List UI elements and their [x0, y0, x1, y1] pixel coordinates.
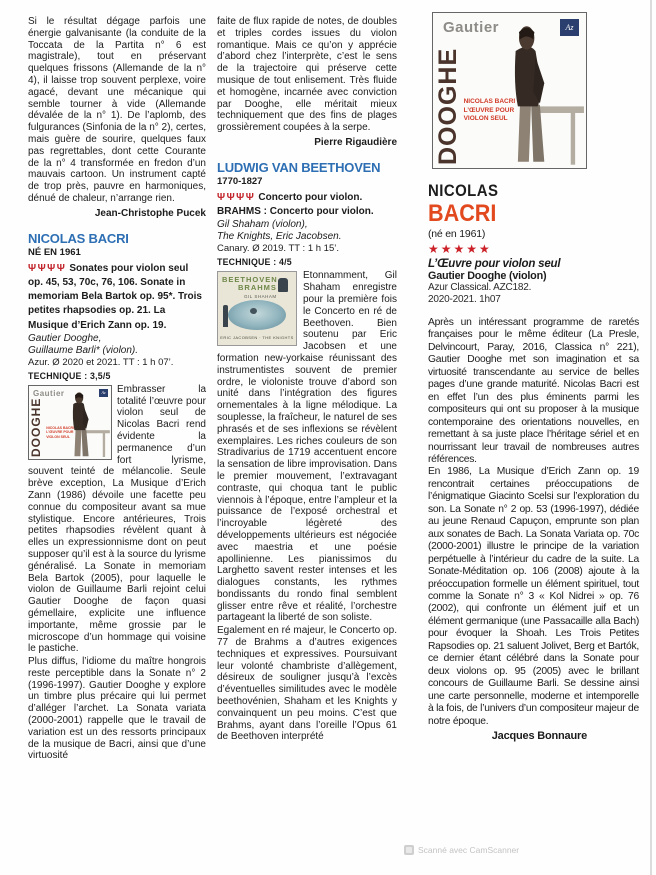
camscanner-icon: [404, 845, 414, 855]
composer-dates: NÉ EN 1961: [28, 246, 81, 258]
work-title: Concerto pour violon.: [258, 191, 363, 203]
work-subtitle: BRAHMS : Concerto pour violon.: [217, 206, 374, 218]
label-line: Canary. Ø 2019. TT : 1 h 15’.: [217, 243, 339, 255]
review-paragraph: Plus diffus, l’idiome du maître hongrois reste perceptible dans la Sonate n° 2 (1996-1997). Gautier Dooghe y explore un timbre plus précaire qui lui permet d’alléger l’archet. La Sonata variata (2000-2001) rappelle que le travail de variation est un des ressorts principaux de la musique de Bacri, ainsi que d’une virtuosité: [28, 656, 206, 762]
technique-rating: TECHNIQUE : 3,5/5: [28, 370, 111, 381]
review-paragraph: Embrasser la totalité l’œuvre pour violon seul de Nicolas Bacri rend évidente la permanence d’un fort lyrisme, souvent teinté de mélancolie. Seule brève exception, La Musique d’Erich Zann (1986) dévoile une facette peu connue du compositeur avant sa mue stylistique. Encore antérieures, Trois petites rhapsodies révèlent quant à elles un expressionnisme dont on peut supposer qu’il est à la source du lyrisme généralisé. La Sonate in memoriam Bela Bartok (2005), pour laquelle le violon de Guillaume Barli rejoint celui Gautier Dooghe de façon quasi gémellaire, explicite une influence importante, même grossie par le microscope d’un hommage qui voisine le pastiche.: [28, 383, 206, 655]
performer-line: Gautier Dooghe,: [28, 332, 102, 344]
cover-credits: ERIC JACOBSEN · THE KNIGHTS: [220, 334, 294, 340]
composer-first-name: NICOLAS: [428, 181, 499, 200]
composer-last-name: BACRI: [428, 200, 497, 227]
azur-label-logo: Az: [560, 19, 579, 36]
middle-column: [217, 16, 397, 743]
work-title-line: [28, 261, 206, 332]
label-line: Azur. Ø 2020 et 2021. TT : 1 h 07’.: [28, 356, 174, 368]
performer-line: Guillaume Barli* (violon).: [28, 344, 139, 356]
cover-illustration: [228, 300, 286, 330]
technique-rating: TECHNIQUE : 4/5: [217, 257, 292, 268]
reviewer-byline-bonnaure: Jacques Bonnaure: [491, 729, 587, 742]
cover-title-line: VIOLON SEUL: [46, 435, 70, 439]
review-paragraph: Egalement en ré majeur, le Concerto op. 77 de Brahms a d’autres exigences techniques et expressives. Poursuivant leur volonté chambriste d’allègement, désireux de souligner jusqu’à l’excès d’éventuelles similitudes avec le modèle beethovénien, Shaham et les Knights y convainquent un peu moins. C’est que Brahms, ayant dans l’oreille l’Opus 61 de Beethoven interprété: [217, 625, 397, 743]
dooghe-album-cover-large: [432, 12, 587, 169]
cover-title-line: L’ŒUVRE POUR: [463, 106, 515, 114]
cover-artist-lastname: DOOGHE: [434, 47, 462, 165]
review-paragraph: Etonnamment, Gil Shaham enregistre pour la première fois le Concerto en ré de Beethoven. Bien soutenu par Eric Jacobsen et une formation new-yorkaise réunissant des instrumentistes souvent de premier ordre, le violoniste trouve d’abord son unité dans l’intégration des figures ornementales à la ligne mélodique. La souplesse, la fraîcheur, le naturel de ses phrasés et de ses inflexions se révèlent exemplaires. Les riches couleurs de son Stradivarius de 1719 accentuent encore la sensation de libre improvisation. Dans le premier mouvement, l’extravagant contraste, qui choqua tant le public viennois à l’époque, entre l’ampleur et la puissance de l’exposé orchestral et l’incroyable légèreté des développements ultérieurs est négociée avec maestria et une poésie apollinienne. Les pianissimos du Larghetto savent rester intenses et les dialogues constants, les rythmes bondissants du rondo final semblent glisser entre rêve et réalité, l’orchestre partageant la liberté de son soliste.: [217, 270, 397, 624]
cover-artist-firstname: Gautier: [33, 388, 65, 398]
cover-title-line: L’ŒUVRE POUR: [46, 430, 74, 435]
dooghe-album-cover-thumb: [28, 385, 112, 460]
scan-edge-shadow: [650, 0, 652, 875]
review-continuation-text: Si le résultat dégage parfois une énergie galvanisante (la conduite de la Toccata de la Partita n° 6 est magistrale), tout en préservant quelques frissons (Allemande de la n° 4), il laisse trop souvent perplexe, voire agacé, devant une mécanique qui semble tourner à vide (Allemande dévalée de la n° 1). De l’aplomb, des fulgurances (Sinfonia de la n° 2), certes, mais guère de sourire, quelques faux pas regrettables, dont cette Courante de la n° 4 transformée en fredon d’un mauvais cartoon. Un instrument capté de trop près, pauvre en harmoniques, dénué de chaleur, n’arrange rien.: [28, 16, 206, 204]
performer-line: Gautier Dooghe (violon): [428, 270, 547, 282]
diapason-rating-icon: ΨΨΨΨ: [217, 191, 256, 203]
review-body: [217, 270, 397, 743]
performers: [217, 219, 397, 243]
watermark-text: Scanné avec CamScanner: [418, 845, 520, 855]
work-title: Sonates pour violon seul op. 45, 53, 70c, 76, 106. Sonate in memoriam Bela Bartok op. 95*. Trois petites rhapsodies op. 21. La Musique d’Erich Zann op. 19.: [28, 262, 202, 331]
review-heading-bacri: NICOLAS BACRI: [28, 230, 129, 246]
conductor-figure: [223, 305, 228, 327]
label-line: Azur Classical. AZC182.: [428, 282, 532, 293]
cover-title-line: VIOLON SEUL: [463, 115, 508, 123]
review-heading-beethoven: LUDWIG VAN BEETHOVEN: [217, 159, 381, 175]
review-paragraph: Après un intéressant programme de raretés françaises pour le même éditeur (La Presle, Delvincourt, Paray, 2016, Classica n° 221), Gautier Dooghe met son imagination et sa virtuosité transcendante au service de belles pages d’une grande maturité. Nicolas Bacri est en effet l’un des plus éminents parmi les compositeurs qui ont su proposer à la musique contemporaine des orientations nouvelles, en remettant à sa juste place l’héritage sériel et en nourrissant leur travail de nombreuses autres références.: [428, 317, 639, 465]
diapason-rating-icon: ΨΨΨΨ: [28, 262, 67, 274]
composer-dates: 1770-1827: [217, 175, 263, 187]
cover-work-title: [46, 426, 74, 440]
cover-work-title: [464, 98, 516, 123]
cover-title-line: NICOLAS BACRI: [463, 98, 516, 106]
star-rating: ★★★★★: [428, 242, 492, 256]
camscanner-watermark: [404, 845, 519, 855]
left-column: [28, 16, 206, 762]
cover-artist-lastname: DOOGHE: [29, 397, 43, 457]
cover-title-beethoven: BEETHOVEN: [222, 275, 278, 285]
reviewer-byline-rigaudiere: Pierre Rigaudière: [314, 136, 397, 148]
review-body: [28, 384, 206, 763]
cover-artist-firstname: Gautier: [443, 19, 500, 36]
reviewer-byline-pucek: Jean-Christophe Pucek: [94, 207, 206, 219]
review-body: [428, 317, 639, 728]
performers: [28, 333, 206, 357]
album-title: L’Œuvre pour violon seul: [428, 258, 561, 270]
right-column: [428, 8, 639, 742]
work-title-line: [217, 190, 397, 218]
beethoven-brahms-album-cover: [217, 271, 297, 346]
violinist-photo: [476, 19, 586, 165]
cover-artist-shaham: GIL SHAHAM: [244, 294, 277, 300]
review-paragraph: En 1986, La Musique d’Erich Zann op. 19 rencontrait certaines préoccupations de l’énigmatique Giacinto Scelsi sur l’exploration du son. La Sonate n° 2 op. 53 (1996-1997), dédiée au jeune Renaud Capuçon, emprunte son plan aux sonates de Bach. La Sonata Variata op. 70c (2000-2001) illustre le principe de la variation perpétuelle à l’intérieur du cadre de la suite. La Sonate-Méditation op. 106 (2008) ajoute à la préoccupation formelle un élément spirituel, tout comme la Sonate n° 3 « Kol Nidrei » op. 76 (2002), qui confronte un élément juif et un élément germanique (une Passacaille alla Bach) pour évoquer la Shoah. Les Trois Petites Rapsodies op. 21 saluent Jolivet, Berg et Bartók, ce dernier étant célébré dans la Sonate pour deux violons op. 95 (2005) avec le brillant concours de Guillaume Barli. Se dessine ainsi une carte personnelle, moderne et intemporelle à la fois, de l’univers d’un compositeur majeur de notre époque.: [428, 466, 639, 727]
review-continuation-text: faite de flux rapide de notes, de doubles et triples cordes issues du violon romantique. Mais ce qu’on y apprécie d’abord chez l’interprète, c’est le sens de la trajectoire qui préserve cette musique de tout enlisement. Très fluide et homogène, incarnée avec conviction par Dooghe, elle méritait mieux techniquement que des fins de plages grossièrement coupées à la serpe.: [217, 16, 397, 134]
azur-label-logo: Az: [99, 389, 108, 397]
violinist-figure: [278, 278, 288, 292]
composer-dates: (né en 1961): [428, 228, 486, 240]
cover-title-brahms: BRAHMS: [238, 283, 277, 293]
performer-line: Gil Shaham (violon),: [217, 219, 308, 231]
cover-title-line: NICOLAS BACRI: [46, 425, 75, 430]
performer-line: The Knights, Eric Jacobsen.: [217, 231, 342, 243]
label-line: 2020-2021. 1h07: [428, 294, 501, 305]
